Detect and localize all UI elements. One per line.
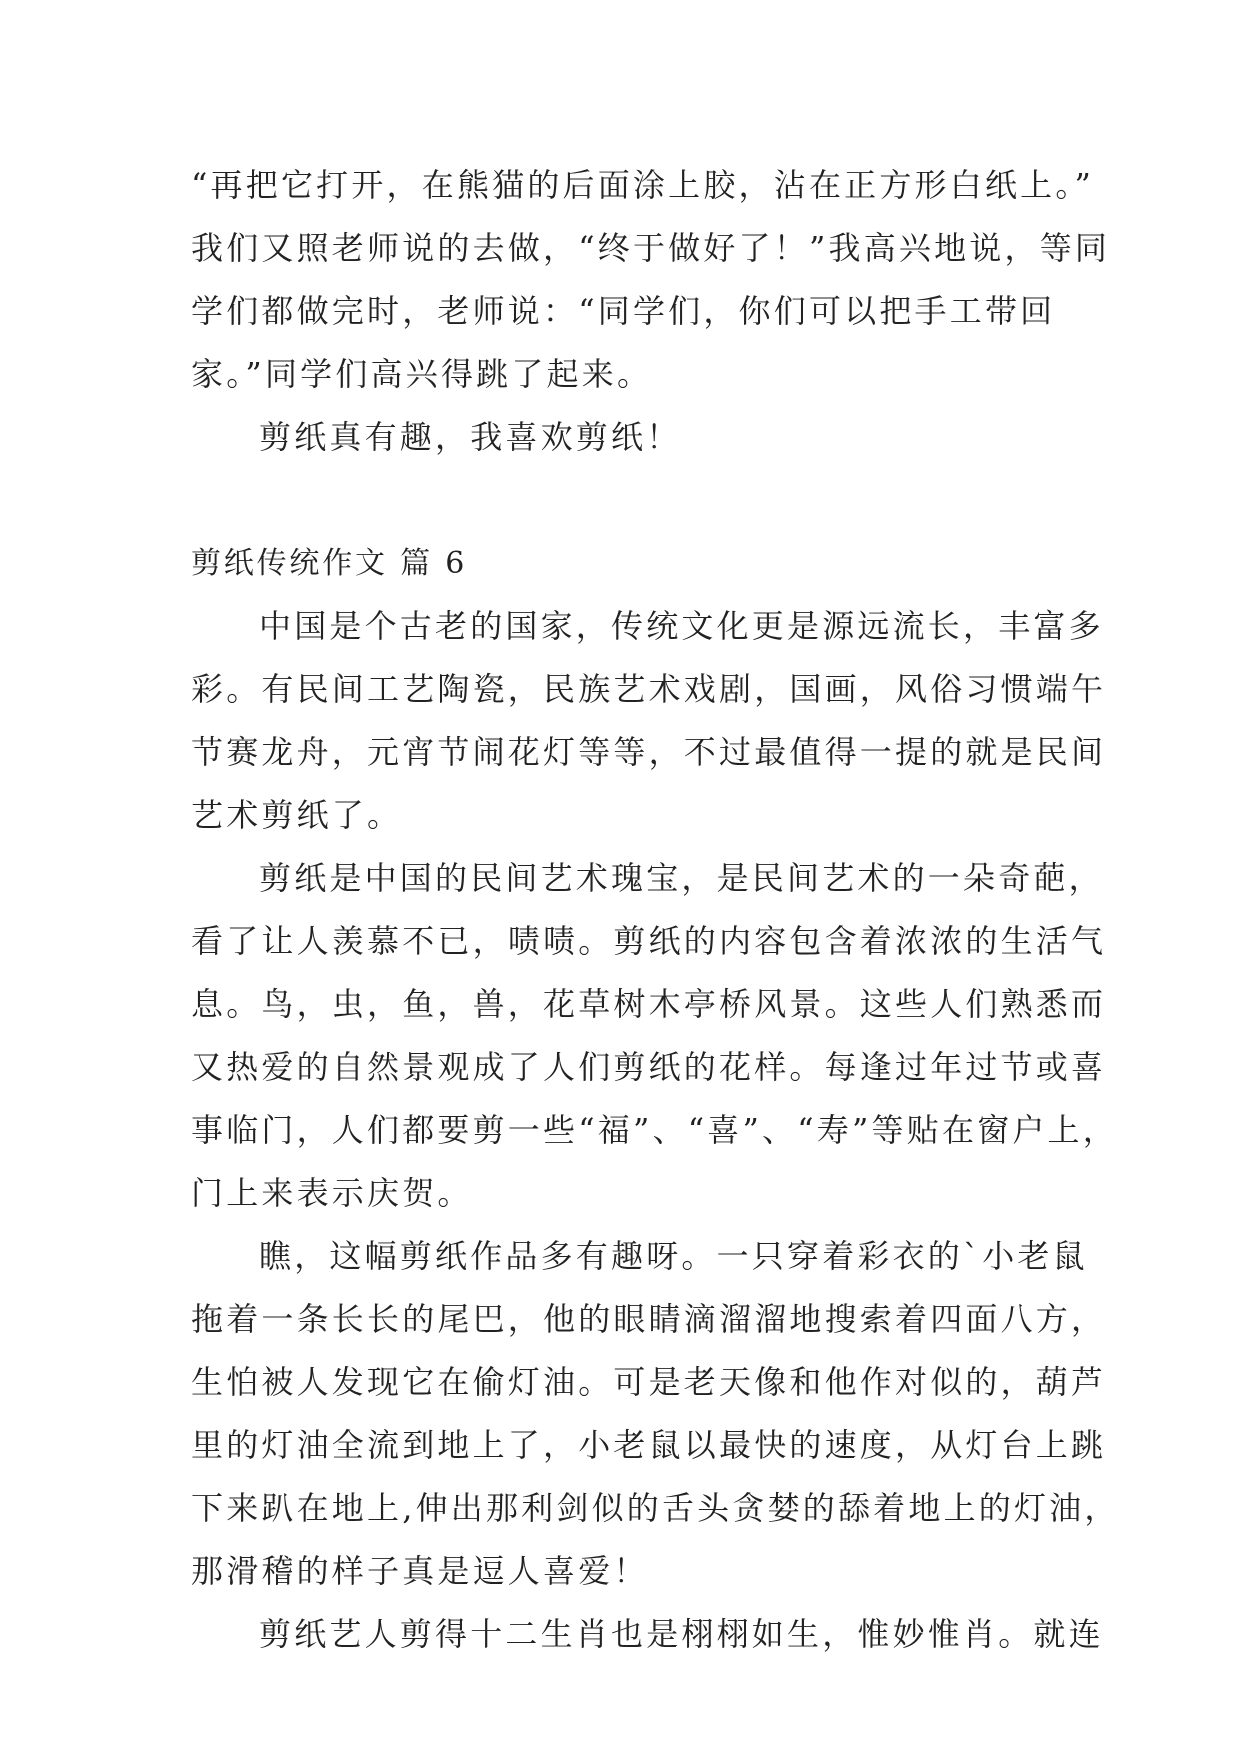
text-line: “再把它打开，在熊猫的后面涂上胶，沾在正方形白纸上。” — [191, 166, 1095, 204]
text-line: 家。”同学们高兴得跳了起来。 — [191, 355, 653, 393]
text-line: 门上来表示庆贺。 — [191, 1174, 473, 1212]
paragraph-2 — [191, 847, 1118, 1225]
text-line: 拖着一条长长的尾巴，他的眼睛滴溜溜地搜索着四面八方， — [191, 1300, 1107, 1338]
text-line: 剪纸是中国的民间艺术瑰宝，是民间艺术的一朵奇葩， — [259, 859, 1104, 897]
text-line: 学们都做完时，老师说：“同学们，你们可以把手工带回 — [191, 292, 1056, 330]
text-line: 我们又照老师说的去做，“终于做好了！”我高兴地说，等同 — [191, 229, 1111, 267]
text-line: 中国是个古老的国家，传统文化更是源远流长，丰富多 — [259, 607, 1104, 645]
section-gap — [191, 469, 1051, 532]
paragraph-4 — [191, 1603, 1104, 1666]
text-line: 瞧，这幅剪纸作品多有趣呀。一只穿着彩衣的`小老鼠 — [259, 1237, 1088, 1275]
document-page — [191, 154, 1120, 1666]
text-line: 息。鸟，虫，鱼，兽，花草树木亭桥风景。这些人们熟悉而 — [191, 985, 1107, 1023]
text-line: 那滑稽的样子真是逗人喜爱！ — [191, 1552, 649, 1590]
closing-sentence: 剪纸真有趣，我喜欢剪纸！ — [259, 418, 682, 456]
text-line: 生怕被人发现它在偷灯油。可是老天像和他作对似的，葫芦 — [191, 1363, 1107, 1401]
text-line: 看了让人羡慕不已，啧啧。剪纸的内容包含着浓浓的生活气 — [191, 922, 1107, 960]
text-line: 剪纸艺人剪得十二生肖也是栩栩如生，惟妙惟肖。就连 — [259, 1615, 1104, 1653]
paragraph-3 — [191, 1225, 1120, 1603]
text-line: 事临门，人们都要剪一些“福”、“喜”、“寿”等贴在窗户上， — [191, 1111, 1118, 1149]
text-line: 彩。有民间工艺陶瓷，民族艺术戏剧，国画，风俗习惯端午 — [191, 670, 1107, 708]
text-line: 下来趴在地上,伸出那利剑似的舌头贪婪的舔着地上的灯油， — [191, 1489, 1120, 1527]
text-line: 艺术剪纸了。 — [191, 796, 403, 834]
text-line: 又热爱的自然景观成了人们剪纸的花样。每逢过年过节或喜 — [191, 1048, 1107, 1086]
paragraph-1 — [191, 595, 1107, 847]
text-line: 里的灯油全流到地上了，小老鼠以最快的速度，从灯台上跳 — [191, 1426, 1107, 1464]
paragraph-previous-story — [191, 154, 1111, 406]
text-line: 节赛龙舟，元宵节闹花灯等等，不过最值得一提的就是民间 — [191, 733, 1107, 771]
section-title: 剪纸传统作文 篇 6 — [191, 546, 468, 581]
